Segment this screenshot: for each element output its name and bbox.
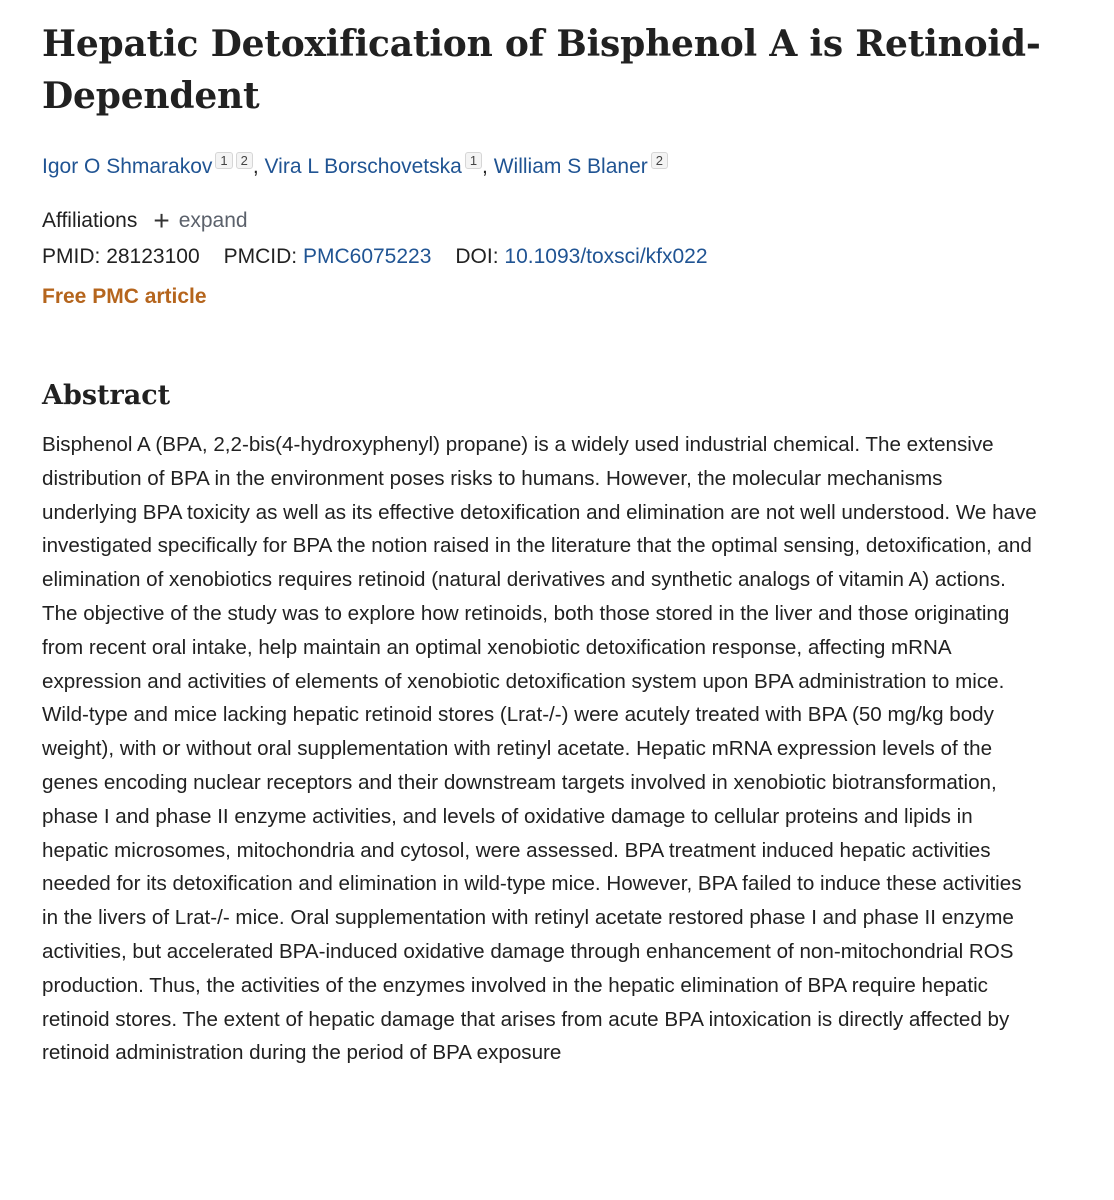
- author-separator: ,: [482, 155, 494, 178]
- affiliations-label: Affiliations: [42, 209, 138, 232]
- expand-affiliations-button[interactable]: [153, 206, 247, 236]
- free-pmc-article-link[interactable]: Free PMC article: [42, 285, 207, 308]
- abstract-text: Bisphenol A (BPA, 2,2-bis(4-hydroxyphenyl) propane) is a widely used industrial chemical. The extensive distribution of BPA in the environment poses risks to humans. However, the molecular mechanisms underlying BPA toxicity as well as its effective detoxification and elimination are not well understood. We have investigated specifically for BPA the notion raised in the literature that the optimal sensing, detoxification, and elimination of xenobiotics requires retinoid (natural derivatives and synthetic analogs of vitamin A) actions. The objective of the study was to explore how retinoids, both those stored in the liver and those originating from recent oral intake, help maintain an optimal xenobiotic detoxification response, affecting mRNA expression and activities of elements of xenobiotic detoxification system upon BPA administration to mice. Wild-type and mice lacking hepatic retinoid stores (Lrat-/-) were acutely treated with BPA (50 mg/kg body weight), with or without oral supplementation with retinyl acetate. Hepatic mRNA expression levels of the genes encoding nuclear receptors and their downstream targets involved in xenobiotic biotransformation, phase I and phase II enzyme activities, and levels of oxidative damage to cellular proteins and lipids in hepatic microsomes, mitochondria and cytosol, were assessed. BPA treatment induced hepatic activities needed for its detoxification and elimination in wild-type mice. However, BPA failed to induce these activities in the livers of Lrat-/- mice. Oral supplementation with retinyl acetate restored phase I and phase II enzyme activities, but accelerated BPA-induced oxidative damage through enhancement of non-mitochondrial ROS production. Thus, the activities of the enzymes involved in the hepatic elimination of BPA require hepatic retinoid stores. The extent of hepatic damage that arises from acute BPA intoxication is directly affected by retinoid administration during the period of BPA exposure: [42, 433, 1037, 1065]
- affiliation-ref[interactable]: 1: [215, 152, 232, 169]
- doi: [455, 242, 707, 272]
- affiliation-ref[interactable]: 2: [236, 152, 253, 169]
- plus-icon: +: [153, 205, 170, 236]
- pmid-label: PMID:: [42, 245, 101, 268]
- abstract-heading: Abstract: [42, 380, 171, 411]
- author-separator: ,: [252, 155, 265, 178]
- article-page: [42, 18, 1102, 1070]
- author-link[interactable]: William S Blaner: [493, 155, 648, 178]
- article-title: Hepatic Detoxification of Bisphenol A is Retinoid-Dependent: [42, 23, 1041, 117]
- affiliation-ref[interactable]: 1: [465, 152, 482, 169]
- pmcid-link[interactable]: PMC6075223: [302, 245, 432, 268]
- article-identifiers: [42, 242, 1102, 272]
- affiliations-row: [42, 206, 1102, 236]
- expand-label: expand: [178, 209, 248, 232]
- author-link[interactable]: Igor O Shmarakov: [42, 155, 213, 178]
- doi-link[interactable]: 10.1093/toxsci/kfx022: [504, 245, 708, 268]
- pmid-value: 28123100: [106, 245, 200, 268]
- affiliation-ref[interactable]: 2: [651, 152, 668, 169]
- pmid: [42, 242, 200, 272]
- author-link[interactable]: Vira L Borschovetska: [264, 155, 462, 178]
- author-list: [42, 152, 1102, 182]
- pmcid-label: PMCID:: [223, 245, 298, 268]
- pmcid: [224, 242, 432, 272]
- doi-label: DOI:: [455, 245, 499, 268]
